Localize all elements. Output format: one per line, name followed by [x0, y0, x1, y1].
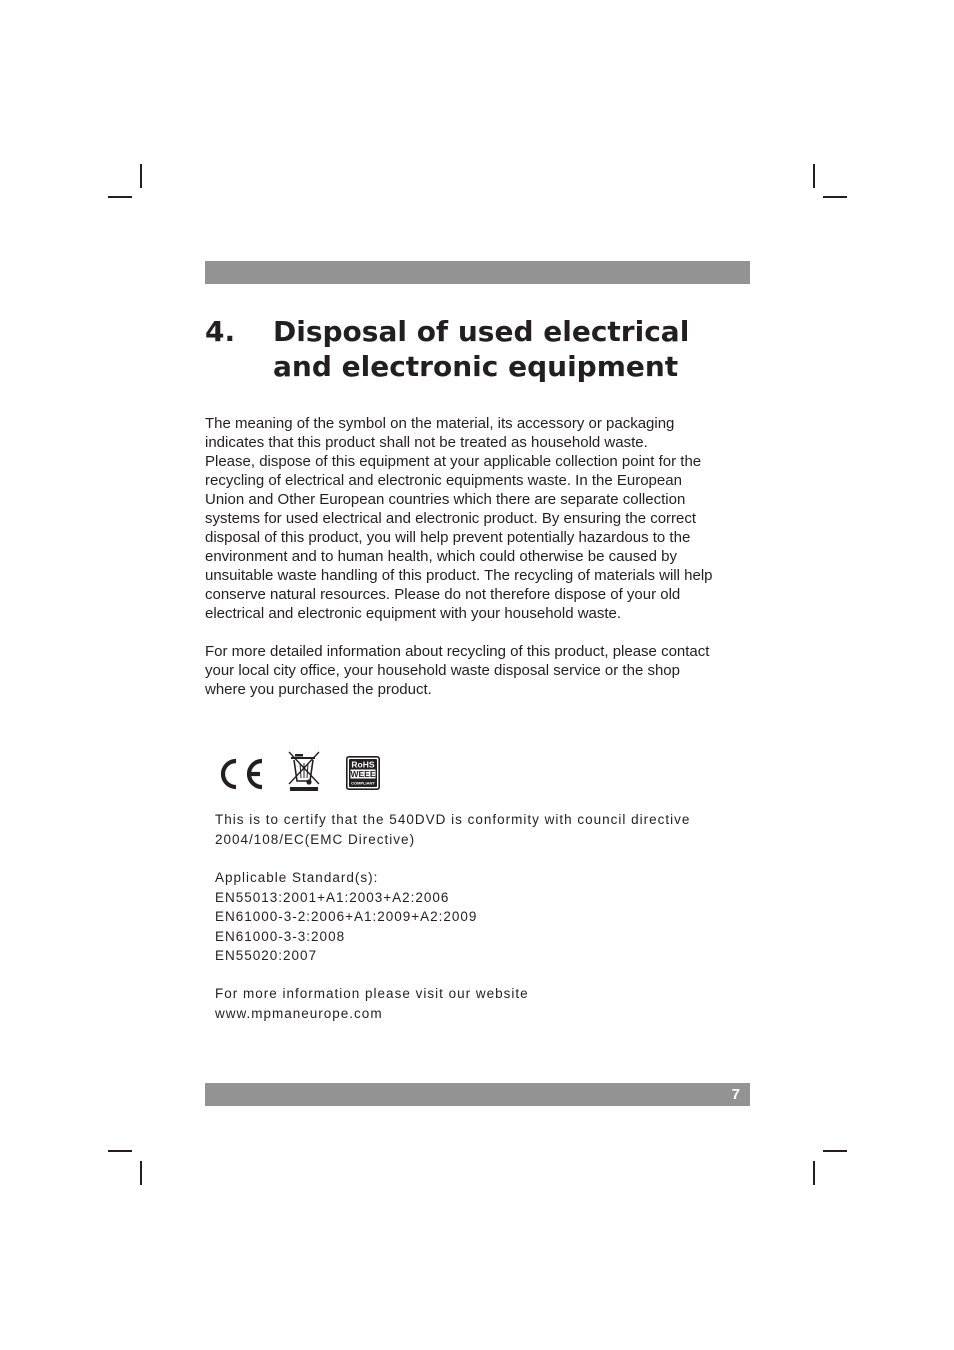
- section-number: 4.: [205, 315, 236, 348]
- standard-item: EN55020:2007: [215, 948, 318, 963]
- website-prompt: For more information please visit our website: [215, 986, 529, 1001]
- website-info: [215, 984, 750, 1023]
- paragraph-line: Union and Other European countries which there are separate collection: [205, 491, 686, 508]
- paragraph-line: disposal of this product, you will help prevent potentially hazardous to the: [205, 529, 691, 546]
- standard-item: EN61000-3-2:2006+A1:2009+A2:2009: [215, 909, 478, 924]
- certification-line: 2004/108/EC(EMC Directive): [215, 831, 416, 847]
- crop-mark-top-right-horizontal: [823, 196, 847, 198]
- standards-heading: Applicable Standard(s):: [215, 870, 379, 885]
- page-number: 7: [731, 1086, 740, 1103]
- crop-mark-top-left-horizontal: [108, 196, 132, 198]
- footer-bar: [205, 1083, 750, 1106]
- paragraph-line: indicates that this product shall not be treated as household waste.: [205, 434, 648, 451]
- paragraph-line: your local city office, your household waste disposal service or the shop: [205, 662, 680, 679]
- certification-line: This is to certify that the 540DVD is conformity with council directive: [215, 812, 691, 827]
- disposal-paragraph: [205, 414, 750, 623]
- paragraph-line: unsuitable waste handling of this product. The recycling of materials will help: [205, 567, 713, 584]
- section-title-line: and electronic equipment: [273, 350, 679, 383]
- paragraph-line: environment and to human health, which could otherwise be caused by: [205, 548, 677, 565]
- compliance-logos: [215, 750, 415, 792]
- compliant-label: COMPLIANT: [351, 780, 375, 786]
- crop-mark-bottom-right-vertical: [813, 1161, 815, 1185]
- standard-item: EN55013:2001+A1:2003+A2:2006: [215, 889, 450, 905]
- certification-statement: [215, 810, 750, 849]
- standard-item: EN61000-3-3:2008: [215, 928, 346, 944]
- section-title: [273, 314, 753, 384]
- section-title-line: Disposal of used electrical: [273, 315, 690, 348]
- paragraph-line: where you purchased the product.: [205, 681, 432, 698]
- ce-mark-icon: [215, 758, 265, 790]
- paragraph-line: The meaning of the symbol on the material, its accessory or packaging: [205, 415, 675, 432]
- rohs-weee-compliant-icon: [346, 756, 380, 790]
- crop-mark-top-left-vertical: [140, 164, 142, 188]
- header-bar: [205, 261, 750, 284]
- paragraph-line: Please, dispose of this equipment at your applicable collection point for the: [205, 453, 702, 470]
- paragraph-line: systems for used electrical and electronic product. By ensuring the correct: [205, 510, 697, 527]
- crop-mark-top-right-vertical: [813, 164, 815, 188]
- website-url: www.mpmaneurope.com: [215, 1005, 383, 1021]
- paragraph-line: recycling of electrical and electronic equipments waste. In the European: [205, 472, 682, 489]
- paragraph-line: conserve natural resources. Please do not therefore dispose of your old: [205, 586, 681, 603]
- paragraph-line: For more detailed information about recycling of this product, please contact: [205, 643, 710, 660]
- recycling-info-paragraph: [205, 642, 750, 699]
- applicable-standards: [215, 868, 750, 966]
- crossed-out-wheelie-bin-icon: [287, 750, 323, 792]
- rohs-label: RoHS: [351, 759, 375, 770]
- crop-mark-bottom-right-horizontal: [823, 1150, 847, 1152]
- crop-mark-bottom-left-vertical: [140, 1161, 142, 1185]
- paragraph-line: electrical and electronic equipment with your household waste.: [205, 605, 622, 622]
- weee-label: WEEE: [350, 769, 376, 779]
- crop-mark-bottom-left-horizontal: [108, 1150, 132, 1152]
